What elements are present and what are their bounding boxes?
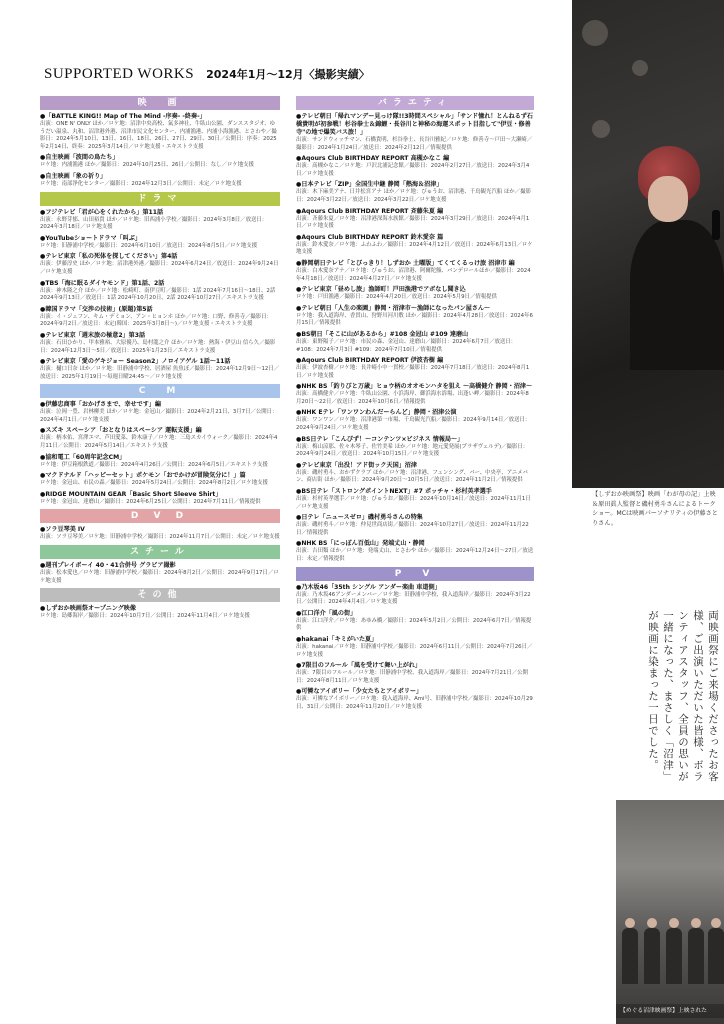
work-entry — [296, 584, 534, 607]
work-entry — [40, 209, 280, 232]
work-title: ●韓国ドラマ「交渉の技術」(原題)第5話 — [40, 305, 153, 313]
section-heading: スチール — [40, 545, 280, 559]
work-details: 出演：伊藤淳史 ほか／ロケ地：沼津港外港／撮影日：2024年6月24日／放送日：2024年9月24日／ロケ地支援 — [40, 261, 279, 275]
work-entry — [296, 514, 534, 537]
microphone-icon — [712, 210, 720, 240]
work-title: ●テレビ東京「愛のゲキジョー Season2」ノロイアゲル 1話〜11話 — [40, 358, 231, 366]
work-details: 出演：江口洋介／ロケ地：あゆみ橋／撮影日：2024年5月2日／公開日：2024年6月7日／情報提供 — [296, 617, 532, 632]
work-title: ●テレビ東京「私の死体を探してください」第4話 — [40, 253, 178, 261]
work-title: ●スズキ スペーシア「おとなりはスペーシア 運転支援」編 — [40, 427, 202, 435]
work-title: ●BS日テレ「こんぴず！〜コンテンツ×ビジネス 情報局〜」 — [296, 435, 464, 443]
work-title: ●日テレ「ニュースゼロ」磯村勇斗さんの特集 — [296, 514, 423, 522]
work-details: 出演：高槻かなこ／ロケ地：戸沢北浦記念館／撮影日：2024年2月27日／放送日：2024年3月4日／ロケ地支援 — [296, 163, 530, 177]
work-title: ●しずおか映画祭オープニング映像 — [40, 605, 136, 613]
work-title: ●テレビ東京「出没！アド街ック天国」沼津 — [296, 461, 417, 469]
work-title: ●協和電工「60周年記念CM」 — [40, 453, 126, 461]
closing-message: 両映画祭にご来場くださったお客様、ご出演いただいた皆様、ボランティアスタッフ、全員の思いが一緒になった、まさしく「沼津」が映画に染まった一日でした。 — [647, 610, 719, 783]
section-heading: D V D — [40, 509, 280, 523]
work-title: ●NHK BS「にっぽん百低山」発端丈山・静岡 — [296, 540, 425, 548]
work-entry — [296, 610, 534, 633]
work-entry — [40, 332, 280, 355]
work-entry — [296, 208, 534, 231]
work-title: ●自主映画「象の祈り」 — [40, 172, 107, 180]
work-title: ●週刊プレイボーイ 40・41合併号 グラビア撮影 — [40, 562, 176, 570]
work-entry — [40, 605, 280, 621]
work-entry — [296, 234, 534, 257]
work-entry — [296, 331, 534, 354]
work-entry — [40, 472, 280, 488]
work-entry — [296, 155, 534, 178]
work-title: ●YouTubeショートドラマ「叫ぶ」 — [40, 234, 141, 242]
work-details: ロケ地：金冠山、達磨山／撮影日：2024年6月25日／公開日：2024年7月11日／情報提供 — [40, 498, 261, 505]
work-details: 出演：高橋健介／ロケ地：牛臥山公園、小浜海岸、御浜海水浴場、出逢い岬／撮影日：2024年8月20日〜22日／放送日：2024年10月6日／情報提供 — [296, 391, 529, 405]
work-entry — [40, 173, 280, 189]
left-column — [40, 96, 280, 1016]
section-heading: C M — [40, 384, 280, 398]
work-entry — [296, 662, 534, 685]
work-entry — [40, 358, 280, 381]
work-details: 出演：磯村勇斗、おかずクラブ ほか／ロケ地：沼津港、フェンシング、バー、中央亭、アニメバン、商店街 ほか／撮影日：2024年9月20日〜10月5日／放送日：2024年11月2日／情報提供 — [296, 469, 528, 484]
work-entry — [296, 357, 534, 380]
work-title: ●Aqours Club BIRTHDAY REPORT 斉藤朱夏 編 — [296, 207, 444, 215]
work-title: ●「BATTLE KING!! Map of The Mind -序奏- -終奏-」 — [40, 113, 206, 120]
work-title: ●テレビ東京「昼めし旅」漁師町！戸田漁港でアボなし聞き込 — [296, 286, 466, 294]
work-details: ロケ地：内浦漁港 ほか／撮影日：2024年10月25日、26日／公開日：なし／ロケ地支援 — [40, 162, 254, 169]
work-entry — [296, 383, 534, 406]
work-title: ●テレビ東京「週末旅の極意2」第3話 — [40, 331, 146, 339]
work-details: 出演：サンドウィッチマン、石橋貴明、杉谷拳士、長谷川雅紀／ロケ地：修善寺〜戸田〜大瀬崎／撮影日：2024年1月24日／放送日：2024年2月12日／情報提供 — [296, 137, 533, 151]
work-entry — [40, 235, 280, 251]
caption-text: 【しずおか映画祭】映画「わが母の記」上映＆原田眞人監督と磯村勇斗さんによるトークショー。MCは映画パーソナリティの伊藤さとりさん。 — [592, 491, 718, 527]
work-title: ●江口洋介「風の街」 — [296, 609, 357, 617]
work-details: 出演：ONE N' ONLY ほか／ロケ地：沼津中央高校、氣多神社、牛臥山公園、ダンススタジオ、ゆうだい温泉、丸和、沼津港外港、沼津市民文化センター、内浦漁港、内浦小海漁港、とさわや／撮影日：2024年5月10日、13日、16日、18日、26日、27日、29日、30日／公開日：序奏：2025年2月14日、終奏：2025年3月14日／ロケ地支援・エキストラ支援 — [40, 121, 277, 150]
page-subtitle: 2024年1月〜12月〈撮影実績〉 — [206, 68, 370, 81]
work-title: ●hakanai「キミがいた夏」 — [296, 635, 378, 643]
work-entry — [40, 562, 280, 585]
work-details: 出演：樋口日奈 ほか／ロケ地：旧静浦中学校、居酒屋 魚魚ぼ／撮影日：2024年12月9日〜12日／放送日：2025年1月19日〜毎週日曜24:45〜／ロケ地支援 — [40, 366, 280, 380]
work-details: 出演：可憐なアイボリー／ロケ地：我入道海岸、Ami号、旧静浦中学校／撮影日：2024年10月29日、31日／公開日：2024年11月20日／ロケ地支援 — [296, 696, 533, 710]
work-details: 出演：伊波杏樹／ロケ地：長井崎小中一貫校／撮影日：2024年7月18日／放送日：2024年8月1日／ロケ地支援 — [296, 365, 530, 379]
work-title: ●乃木坂46「35th シングル アンダー楽曲 車道側」 — [296, 583, 441, 591]
work-title: ●Aqours Club BIRTHDAY REPORT 伊波杏樹 編 — [296, 357, 444, 365]
work-details: ロケ地：我入道海岸、香貫山、狩野川河川敷 ほか／撮影日：2024年4月28日／放送日：2024年6月15日／情報提供 — [296, 312, 533, 327]
work-entry — [296, 688, 534, 711]
photo-caption-bottom: 【めぐる沼津映画祭】上映された — [616, 1004, 724, 1018]
work-details: ロケ地：旧静浦中学校／撮影日：2024年6月10日／放送日：2024年8月5日／ロケ地支援 — [40, 242, 258, 249]
section-heading: P V — [296, 567, 534, 581]
work-details: 出演：永野芽郁、山田裕貴 ほか／ロケ地：旧西浦小学校／撮影日：2024年3月8日／放送日：2024年3月18日／ロケ地支援 — [40, 216, 268, 231]
work-details: 出演：ワンワン／ロケ地：沼津港第一市場、千鳥観光汽船／撮影日：2024年9月14日／放送日：2024年9月24日／ロケ地支援 — [296, 417, 531, 432]
work-details: ロケ地：戸田漁港／撮影日：2024年4月20日／放送日：2024年5月9日／情報提供 — [296, 294, 497, 301]
photo-caption-top — [592, 490, 718, 580]
work-details: 出演：泣岡一豊、岩林柳美 ほか／ロケ地：金冠山／撮影日：2024年2月21日、3月7日／公開日：2024年4月1日／ロケ地支援 — [40, 409, 278, 423]
work-entry — [296, 436, 534, 459]
work-entry — [40, 401, 280, 424]
work-details: ロケ地：島郷海岸／撮影日：2024年10月7日／公開日：2024年11月4日／ロケ地支援 — [40, 613, 250, 620]
work-entry — [40, 491, 280, 507]
page-header — [44, 66, 564, 88]
work-details: 出演：柄本佑、宮澤エマ、芦田愛菜、鈴木康子／ロケ地：三島スカイウォーク／撮影日：2024年4月11日／公開日：2024年5月14日／エキストラ支援 — [40, 435, 278, 450]
work-details: 出演：梅山涼那、佐々木琴子、佐竹美希 ほか／ロケ地：地元愛発展(プラザヴェルデ)／撮影日：2024年9月24日／放送日：2024年10月15日／ロケ地支援 — [296, 443, 529, 458]
section-heading: ドラマ — [40, 192, 280, 206]
middle-column — [296, 96, 534, 1016]
work-entry — [296, 462, 534, 485]
work-title: ●フジテレビ「君が心をくれたから」第11話 — [40, 208, 164, 216]
work-title: ●NHK BS「釣りびと万歳」ヒョウ柄のオオモンハタを狙え 〜高橋健介 静岡・沼津〜 — [296, 383, 533, 391]
work-entry — [296, 636, 534, 659]
work-details: 出演：7限目のフルール／ロケ地：旧静浦中学校、我入道海岸／撮影日：2024年7月21日／公開日：2024年8月11日／ロケ地支援 — [296, 670, 528, 684]
work-details: 出演：乃木坂46アンダーメンバー／ロケ地：旧静浦中学校、我入道海岸／撮影日：2024年3月22日／公開日：2024年4月4日／ロケ地支援 — [296, 591, 531, 606]
work-details: 出演：松本愛也／ロケ地：旧静浦中学校／撮影日：2024年8月2日／公開日：2024年9月17日／ロケ地支援 — [40, 570, 279, 584]
work-title: ●伊藤忠商事「おかげさまで、幸せです」編 — [40, 401, 161, 409]
work-title: ●テレビ朝日「人生の楽園」静岡・沼津市〜漁師になったパン屋さん〜 — [296, 304, 491, 312]
work-title: ●静岡朝日テレビ「とびっきり！しずおか 土曜版」てくてくるっけ旅 沼津市 編 — [296, 259, 515, 267]
work-title: ●マクドナルド「ハッピーセット」ポケモン「おでかけが冒険気分に！」篇 — [40, 472, 246, 480]
work-title: ●TBS「海に眠るダイヤモンド」第1話、2話 — [40, 279, 165, 287]
work-entry — [40, 154, 280, 170]
work-entry — [40, 306, 280, 329]
work-details: 出演：白木愛奈アナ／ロケ地：びゅうお、沼津港、阿爾陀鮨、バンデロールほか／撮影日：2024年4月18日／放送日：2024年4月27日／ロケ地支援 — [296, 267, 531, 282]
work-details: 出演：鈴木愛奈／ロケ地：ふわふわ／撮影日：2024年4月12日／放送日：2024年6月13日／ロケ地支援 — [296, 241, 533, 256]
work-title: ●7限目のフルール「風を受けて舞い上がれ」 — [296, 662, 421, 670]
work-title: ●NHK Eテレ「ワンワンわんだーらんど」静岡・沼津公演 — [296, 409, 457, 417]
page-title: SUPPORTED WORKS — [44, 66, 195, 82]
work-title: ●BS日テレ「ストロングポイントNEXT」#7 ポッチャ・杉村英孝選手 — [296, 488, 492, 496]
work-entry — [296, 409, 534, 432]
work-details: 出演：hakanai／ロケ地：旧静浦中学校／撮影日：2024年6月11日／公開日：2024年7月26日／ロケ地支援 — [296, 643, 533, 658]
work-title: ●テレビ朝日「帰れマンデー見っけ隊!!3時間スペシャル」「サンド憧れ！とんねるず石橋貴明が初参戦！杉谷拳士＆錦鯉・長谷川と神秘の海運スポット目指して"伊豆・修善寺"の地で爆笑バス旅！」 — [296, 113, 533, 136]
work-entry — [296, 260, 534, 283]
work-title: ●日本テレビ「ZIP」全国生中継 静岡「熱海＆沼津」 — [296, 181, 443, 189]
work-title: ●可憐なアイボリー「少女たちとアイボリー」 — [296, 688, 423, 696]
work-details: 出演：石田ひかり、甲本雅裕、大原優乃、島村龍之介 ほか／ロケ地：熱海・伊豆山 信ら久／撮影日：2024年12月3日〜5日／放送日：2025年1月23日／エキストラ支援 — [40, 339, 276, 354]
work-title: ●Aqours Club BIRTHDAY REPORT 鈴木愛奈 篇 — [296, 233, 444, 241]
section-heading: バラエティ — [296, 96, 534, 110]
work-details: 出演：ソラ豆琴美／ロケ地：旧静浦中学校／撮影日：2024年11月7日／公開日：未定／ロケ地支援 — [40, 534, 280, 541]
work-details: ロケ地：南部浄化センター／撮影日：2024年12月3日／公開日：未定／ロケ地支援 — [40, 180, 242, 187]
work-details: 出演：東野陽子／ロケ地：市民の森、金冠山、達磨山／撮影日：2024年6月7日／放送日：#108：2024年7月3日 #109：2024年7月10日／情報提供 — [296, 338, 517, 353]
work-title: ●ソラ豆琴美 IV — [40, 526, 85, 534]
work-details: 出演：イ・ジェフン、キム・デミョン、アン・ヒョンホ ほか／ロケ地：口野、修善寺／撮影日：2024年9月2日／放送日：未定(韓国：2025年3月8日〜)／ロケ地支援・エキストラ支援 — [40, 313, 272, 328]
work-details: ロケ地：伊豆箱根鉄道／撮影日：2024年4月26日／公開日：2024年6月5日／エキストラ支援 — [40, 461, 268, 468]
work-details: 出演：神木隆之介 ほか／ロケ地：松崎町、南伊豆町／撮影日：1話 2024年7月16日〜18日、2話 2024年9月13日／放送日：1話 2024年10月20日、2話 2024年10月27日／エキストラ支援 — [40, 287, 276, 302]
work-entry — [296, 113, 534, 152]
work-entry — [40, 253, 280, 276]
work-entry — [296, 540, 534, 563]
work-title: ●BS朝日「そこに山があるから」#108 金冠山 #109 達磨山 — [296, 330, 469, 338]
work-title: ●自主映画「波間の鳥たち」 — [40, 154, 119, 162]
work-entry — [40, 454, 280, 470]
work-entry — [40, 427, 280, 450]
work-entry — [40, 280, 280, 303]
work-entry — [296, 286, 534, 302]
work-title: ●Aqours Club BIRTHDAY REPORT 高槻かなこ 編 — [296, 155, 450, 163]
work-details: 出演：斉藤朱夏／ロケ地：沼津港深海水族館／撮影日：2024年3月29日／放送日：2024年4月1日／ロケ地支援 — [296, 215, 530, 230]
work-details: 出演：吉田類 ほか／ロケ地：発端丈山、とさわや ほか／撮影日：2024年12月24日〜27日／放送日：未定／情報提供 — [296, 548, 534, 562]
work-entry — [296, 305, 534, 328]
work-entry — [296, 488, 534, 511]
work-entry — [40, 113, 280, 151]
work-details: ロケ地：金冠山、市民の森／撮影日：2024年5月24日／公開日：2024年8月2日／ロケ地支援 — [40, 480, 268, 487]
work-details: 出演：杉村英孝選手／ロケ地：びゅうお／撮影日：2024年10月14日／放送日：2024年11月1日／ロケ地支援 — [296, 496, 531, 510]
work-entry — [40, 526, 280, 542]
festival-photo — [616, 800, 724, 1024]
section-heading: 映 画 — [40, 96, 280, 110]
event-photo — [572, 0, 724, 488]
work-details: 出演：木下麻美アナ、日井松宮アナ ほか／ロケ地：びゅうお、沼津港、千鳥観光汽船 ほか／撮影日：2024年3月22日／放送日：2024年3月22日／ロケ地支援 — [296, 189, 531, 203]
work-details: 出演：磯村勇斗／ロケ地：仲見世商店街／撮影日：2024年10月27日／放送日：2024年11月22日／情報提供 — [296, 522, 529, 536]
work-title: ●RIDGE MOUNTAIN GEAR「Basic Short Sleeve Shirt」 — [40, 490, 222, 498]
work-entry — [296, 181, 534, 204]
section-heading: その他 — [40, 588, 280, 602]
